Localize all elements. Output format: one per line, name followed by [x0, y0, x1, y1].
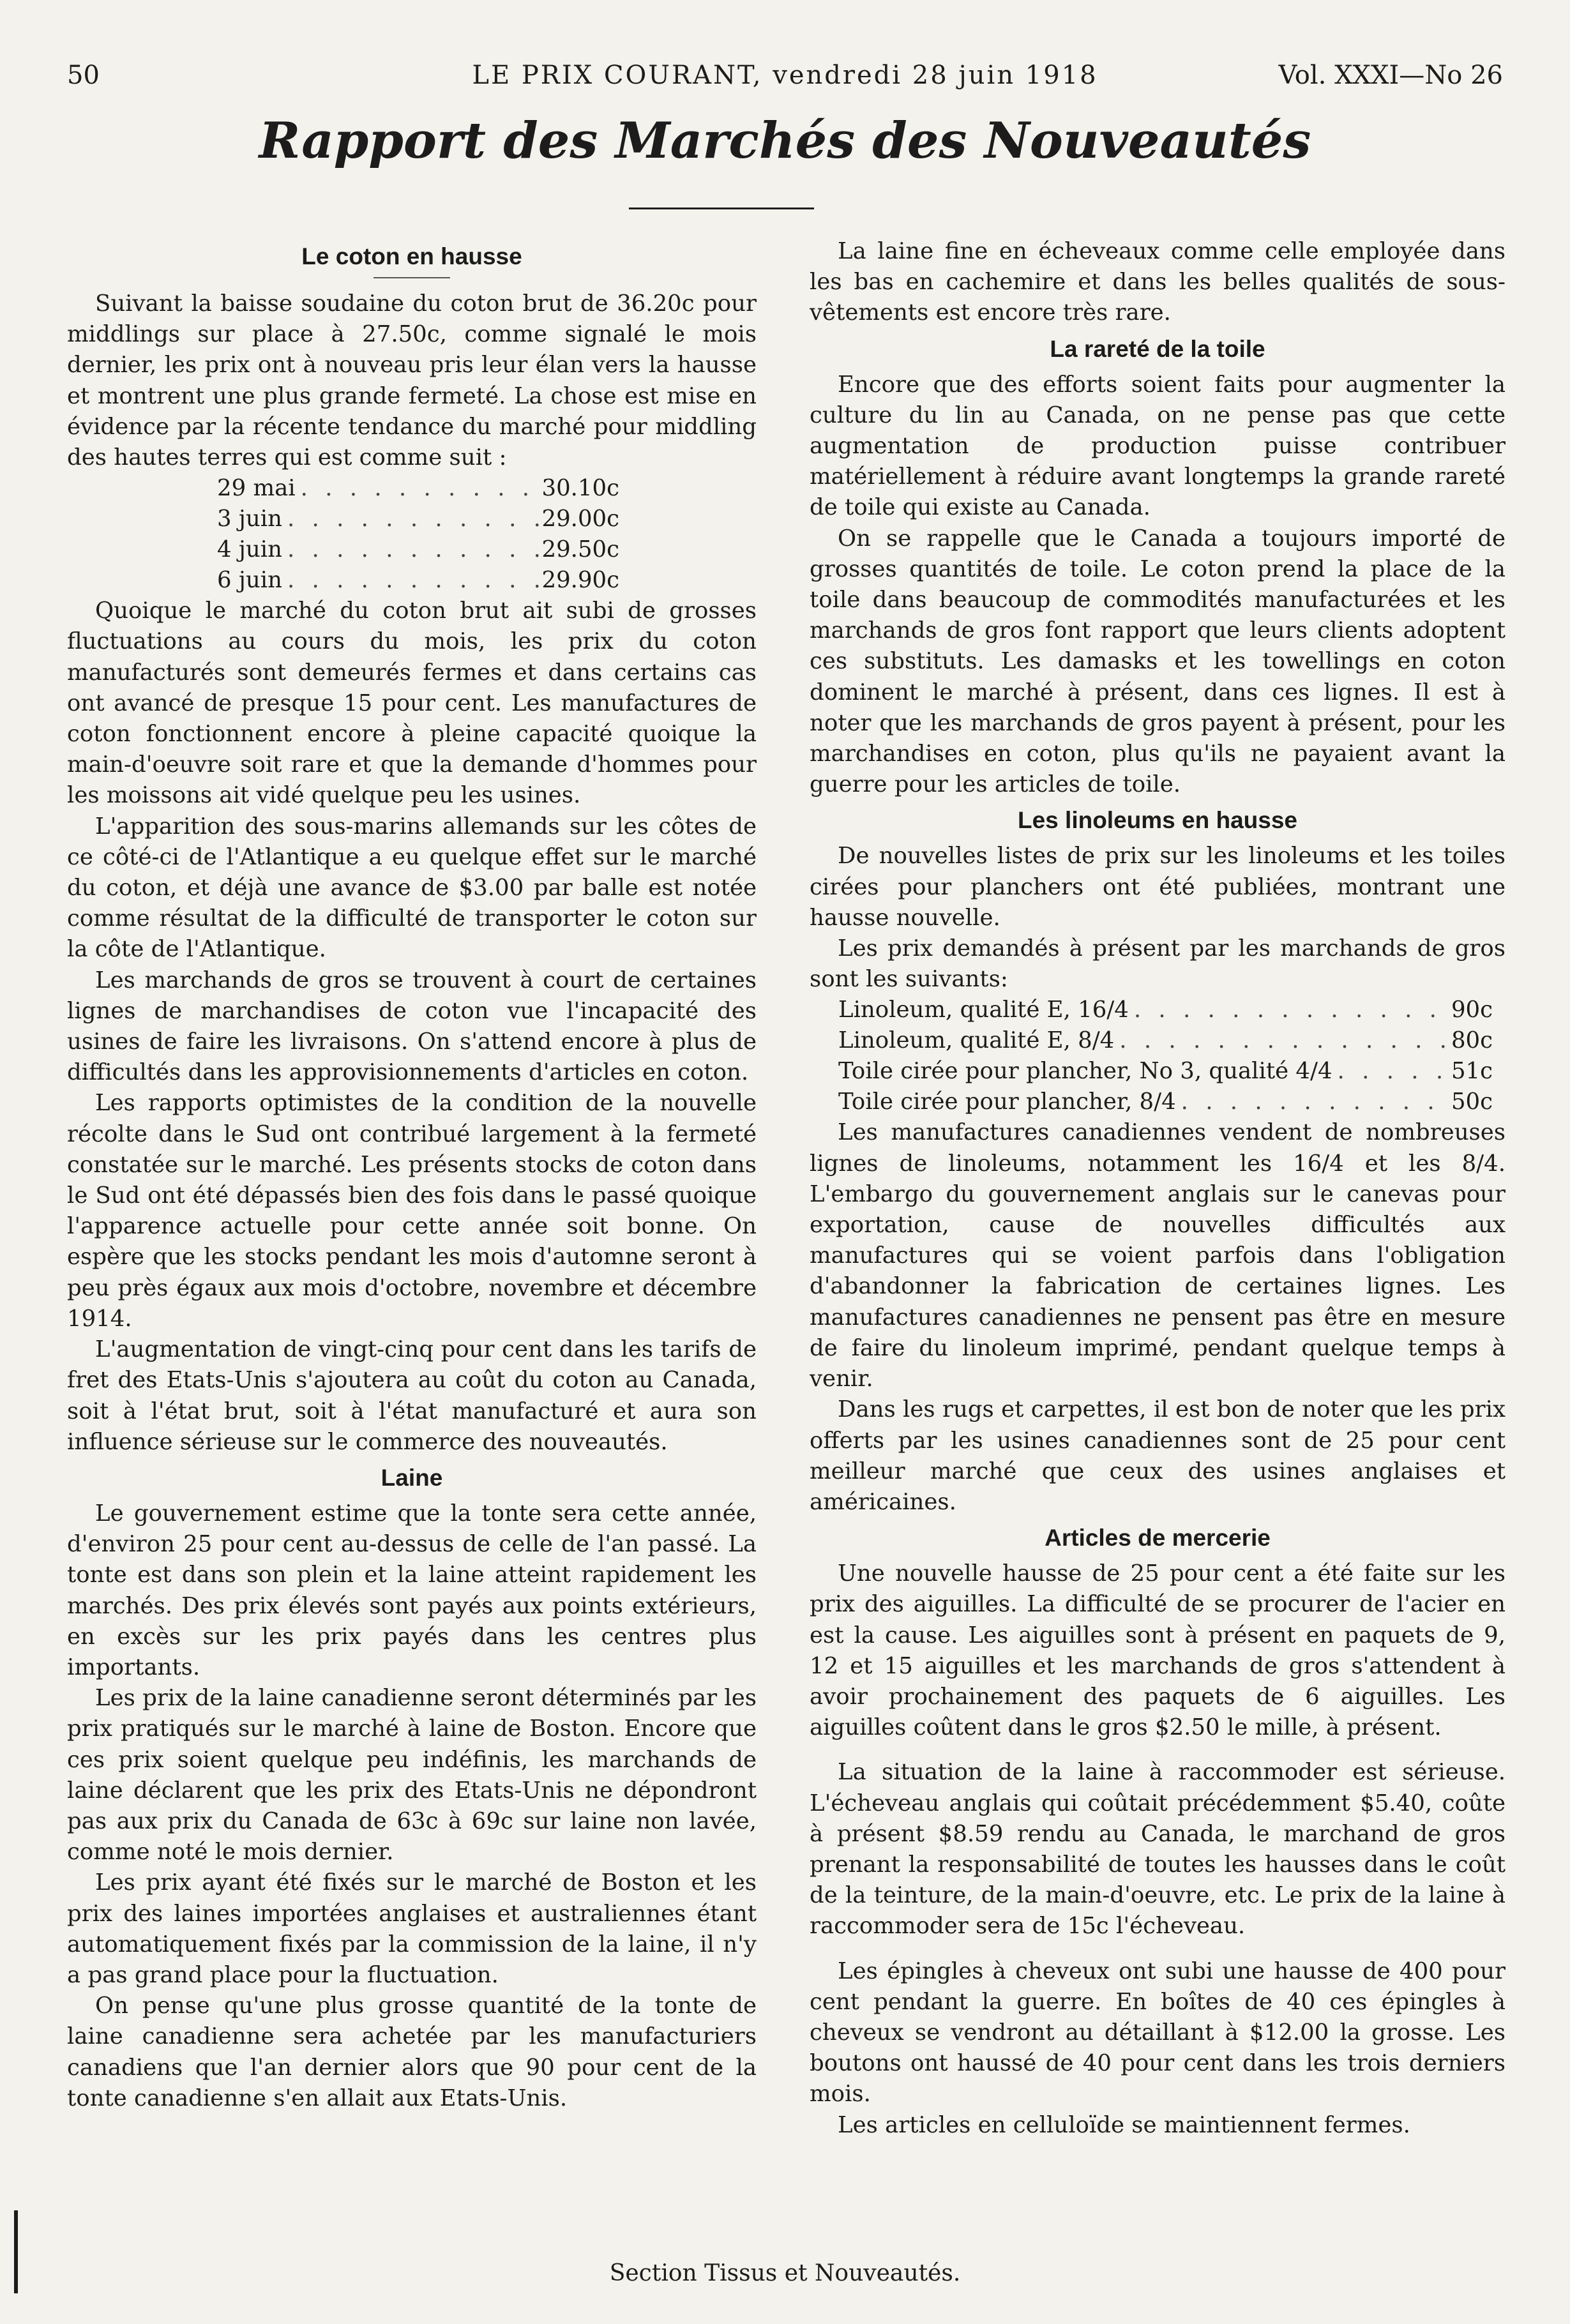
price-value: 50c	[1451, 1089, 1493, 1115]
paragraph: Les prix de la laine canadienne seront déterminés par les prix pratiqués sur le marché à laine de Boston. Encore que ces prix soient quelque peu indéfinis, les marchands de laine déclarent que les prix des Etats-Unis ne dépondront pas aux prix du Canada de 63c à 69c sur laine non lavée, comme noté le mois dernier.	[67, 1685, 757, 1866]
margin-mark	[14, 2210, 18, 2293]
paragraph: La situation de la laine à raccommoder est sérieuse. L'écheveau anglais qui coûtait précédemment $5.40, coûte à présent $8.59 rendu au Canada, le marchand de gros prenant la responsabilité de toutes les hausses dans le coût de la teinture, de la main-d'oeuvre, etc. Le prix de la laine à raccommoder sera de 15c l'écheveau.	[810, 1759, 1506, 1940]
price-value: 29.50c	[541, 536, 619, 563]
paragraph-gap	[810, 1743, 1506, 1757]
section-heading-toile: La rareté de la toile	[1050, 335, 1265, 362]
price-item: Toile cirée pour plancher, No 3, qualité 4/4	[838, 1058, 1332, 1085]
price-value: 29.90c	[541, 567, 619, 594]
leader-dots	[1176, 1087, 1451, 1117]
price-value: 30.10c	[541, 475, 619, 502]
page-title: Rapport des Marchés des Nouveautés	[259, 112, 1311, 170]
price-row	[838, 1087, 1493, 1117]
paragraph: Les épingles à cheveux ont subi une hausse de 400 pour cent pendant la guerre. En boîtes de 40 ces épingles à cheveux se vendront au détaillant à $12.00 la grosse. Les boutons ont haussé de 40 pour cent dans les trois derniers mois.	[810, 1958, 1506, 2108]
paragraph: Quoique le marché du coton brut ait subi de grosses fluctuations au cours du mois, les prix du coton manufacturés sont demeurés fermes et dans certains cas ont avancé de presque 15 pour cent. Les manufactures de coton fonctionnent encore à pleine capacité quoique la main-d'oeuvre soit rare et que la demande d'hommes pour les moissons ait vidé quelque peu les usines.	[67, 598, 757, 809]
paragraph: On pense qu'une plus grosse quantité de la tonte de laine canadienne sera achetée par les manufacturiers canadiens que l'an dernier alors que 90 pour cent de la tonte canadienne s'en allait aux Etats-Unis.	[67, 1993, 757, 2111]
leader-dots	[282, 534, 542, 565]
paragraph: L'augmentation de vingt-cinq pour cent dans les tarifs de fret des Etats-Unis s'ajoutera au coût du coton au Canada, soit à l'état brut, soit à l'état manufacturé et aura son influence sérieuse sur le commerce des nouveautés.	[67, 1336, 757, 1455]
price-row	[838, 1056, 1493, 1087]
leader-dots	[1129, 995, 1451, 1025]
paragraph: Les prix ayant été fixés sur le marché de Boston et les prix des laines importées anglaises et australiennes étant automatiquement fixés par la commission de la laine, il n'y a pas grand place pour la fluctuation.	[67, 1869, 757, 1988]
leader-dots	[282, 565, 542, 596]
price-date: 29 mai	[217, 475, 296, 502]
leader-dots	[282, 504, 542, 534]
paragraph: De nouvelles listes de prix sur les linoleums et les toiles cirées pour planchers ont été publiées, montrant une hausse nouvelle.	[810, 843, 1506, 931]
paragraph: Les marchands de gros se trouvent à court de certaines lignes de marchandises de coton vue l'incapacité des usines de faire les livraisons. On s'attend encore à plus de difficultés dans les approvisionnements d'articles en coton.	[67, 967, 757, 1086]
price-date: 4 juin	[217, 536, 282, 563]
paragraph: Suivant la baisse soudaine du coton brut de 36.20c pour middlings sur place à 27.50c, comme signalé le mois dernier, les prix ont à nouveau pris leur élan vers la hausse et montrent une plus grande fermeté. La chose est mise en évidence par la récente tendance du marché pour middling des hautes terres qui est comme suit :	[67, 290, 757, 471]
paragraph: L'apparition des sous-marins allemands sur les côtes de ce côté-ci de l'Atlantique a eu quelque effet sur le marché du coton, et déjà une avance de $3.00 par balle est notée comme résultat de la difficulté de transporter le coton sur la côte de l'Atlantique.	[67, 813, 757, 963]
cotton-price-table	[217, 473, 619, 596]
paragraph: On se rappelle que le Canada a toujours importé de grosses quantités de toile. Le coton prend la place de la toile dans beaucoup de commodités manufacturées et les marchands de gros font rapport que leurs clients adoptent ces substituts. Les damasks et les towellings en coton dominent le marché à présent, dans ces lignes. Il est à noter que les marchands de gros payent à présent, pour les marchandises en coton, plus qu'ils ne payaient avant la guerre pour les articles de toile.	[810, 525, 1506, 798]
price-value: 80c	[1451, 1027, 1493, 1054]
price-value: 29.00c	[541, 506, 619, 532]
section-heading-coton: Le coton en hausse	[301, 243, 522, 269]
page-number: 50	[67, 61, 100, 90]
paragraph: Les manufactures canadiennes vendent de nombreuses lignes de linoleums, notamment les 16/4 et les 8/4. L'embargo du gouvernement anglais sur le canevas pour exportation, cause de nouvelles difficultés aux manufactures qui se voient parfois dans l'obligation d'abandonner la fabrication de certaines lignes. Les manufactures canadiennes ne pensent pas être en mesure de faire du linoleum imprimé, pendant quelque temps à venir.	[810, 1119, 1506, 1392]
paragraph: La laine fine en écheveaux comme celle employée dans les bas en cachemire et dans les belles qualités de sous-vêtements est encore très rare.	[810, 238, 1506, 326]
price-row	[217, 504, 619, 534]
linoleum-price-table	[838, 995, 1493, 1117]
paragraph: Les articles en celluloïde se maintiennent fermes.	[838, 2111, 1410, 2138]
section-heading-linoleums: Les linoleums en hausse	[1018, 807, 1297, 834]
price-row	[217, 534, 619, 565]
price-item: Linoleum, qualité E, 16/4	[838, 997, 1129, 1023]
page-footer: Section Tissus et Nouveautés.	[609, 2260, 961, 2286]
price-row	[838, 995, 1493, 1025]
heading-divider	[374, 277, 450, 278]
paragraph: Encore que des efforts soient faits pour augmenter la culture du lin au Canada, on ne pense pas que cette augmentation de production puisse contribuer matériellement à réduire avant longtemps la grande rareté de toile qui existe au Canada.	[810, 371, 1506, 521]
leader-dots	[1114, 1025, 1451, 1056]
paragraph: Le gouvernement estime que la tonte sera cette année, d'environ 25 pour cent au-dessus de celle de l'an passé. La tonte est dans son plein et la laine atteint rapidement les marchés. Des prix élevés sont payés aux points extérieurs, en excès sur les prix payés dans les centres plus importants.	[67, 1500, 757, 1680]
price-item: Toile cirée pour plancher, 8/4	[838, 1089, 1176, 1115]
leader-dots	[296, 473, 542, 504]
left-column	[67, 236, 757, 2247]
publication-line: LE PRIX COURANT, vendredi 28 juin 1918	[472, 61, 1098, 90]
title-divider	[629, 207, 814, 209]
paragraph-gap	[810, 1942, 1506, 1956]
price-row	[217, 473, 619, 504]
section-heading-mercerie: Articles de mercerie	[1045, 1525, 1271, 1551]
running-head	[67, 61, 1503, 99]
volume-number: Vol. XXXI—No 26	[1278, 61, 1503, 90]
price-row	[217, 565, 619, 596]
price-value: 51c	[1451, 1058, 1493, 1085]
paragraph: Dans les rugs et carpettes, il est bon de noter que les prix offerts par les usines canadiennes sont de 25 pour cent meilleur marché que ceux des usines anglaises et américaines.	[810, 1396, 1506, 1515]
paragraph: Une nouvelle hausse de 25 pour cent a été faite sur les prix des aiguilles. La difficulté de se procurer de l'acier en est la cause. Les aiguilles sont à présent en paquets de 9, 12 et 15 aiguilles et les marchands de gros s'attendent à avoir prochainement des paquets de 6 aiguilles. Les aiguilles coûtent dans le gros $2.50 le mille, à présent.	[810, 1560, 1506, 1741]
price-item: Linoleum, qualité E, 8/4	[838, 1027, 1115, 1054]
paragraph: Les rapports optimistes de la condition de la nouvelle récolte dans le Sud ont contribué largement à la fermeté constatée sur le marché. Les présents stocks de coton dans le Sud ont été dépassés bien des fois dans le passé quoique l'apparence actuelle pour cette année soit bonne. On espère que les stocks pendant les mois d'automne seront à peu près égaux aux mois d'octobre, novembre et décembre 1914.	[67, 1090, 757, 1332]
price-date: 3 juin	[217, 506, 282, 532]
price-value: 90c	[1451, 997, 1493, 1023]
leader-dots	[1332, 1056, 1451, 1087]
paragraph: Les prix demandés à présent par les marchands de gros sont les suivants:	[810, 935, 1506, 993]
right-column	[810, 236, 1506, 2247]
price-date: 6 juin	[217, 567, 282, 594]
price-row	[838, 1025, 1493, 1056]
section-heading-laine: Laine	[381, 1464, 443, 1491]
